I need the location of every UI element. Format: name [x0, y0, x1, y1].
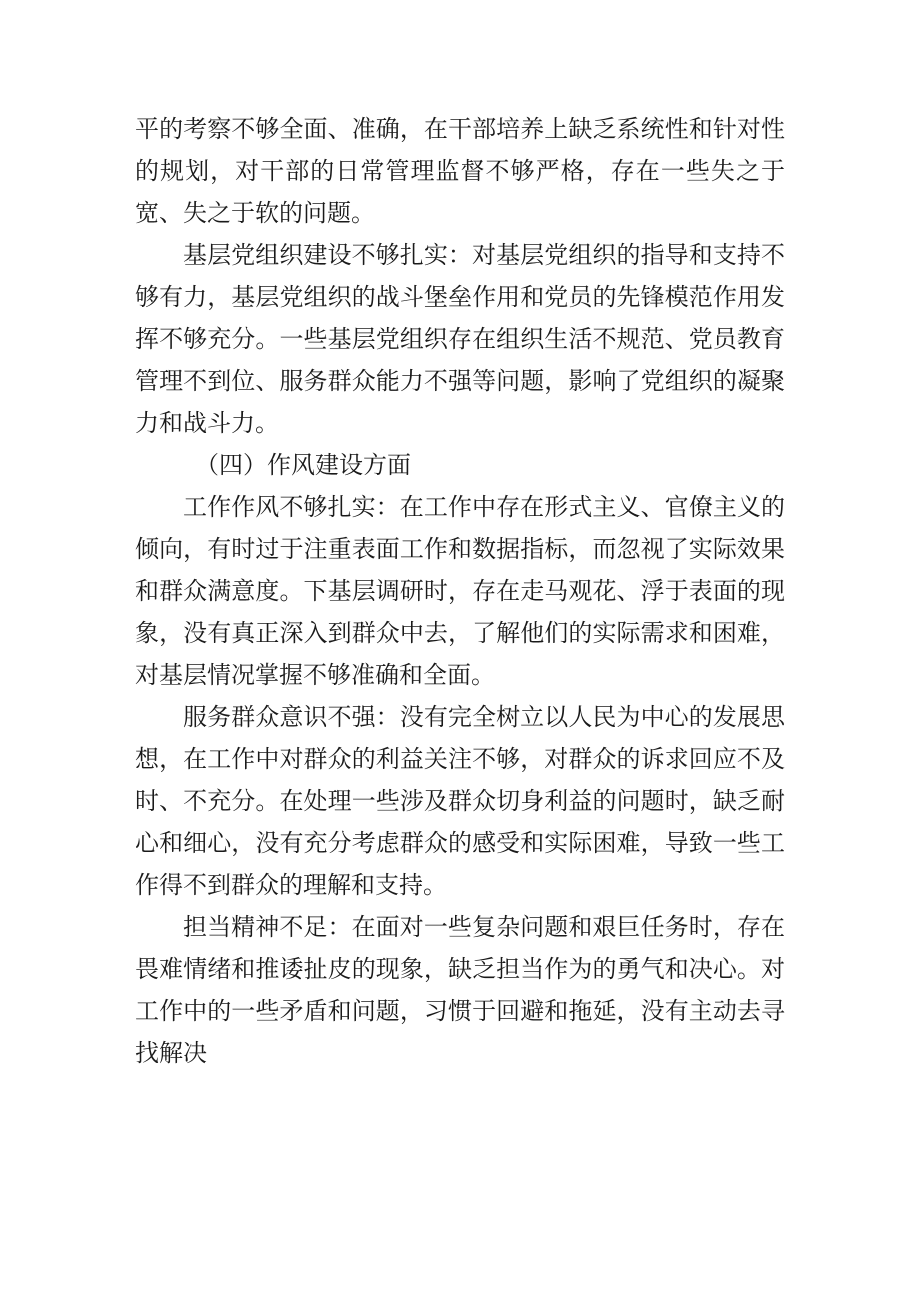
- paragraph-work-style: 工作作风不够扎实：在工作中存在形式主义、官僚主义的倾向，有时过于注重表面工作和数据指标，而忽视了实际效果和群众满意度。下基层调研时，存在走马观花、浮于表面的现象，没有真正深入到群众中去，了解他们的实际需求和困难，对基层情况掌握不够准确和全面。: [135, 493, 785, 689]
- paragraph-service-awareness: 服务群众意识不强：没有完全树立以人民为中心的发展思想，在工作中对群众的利益关注不够，对群众的诉求回应不及时、不充分。在处理一些涉及群众切身利益的问题时，缺乏耐心和细心，没有充分考虑群众的感受和实际困难，导致一些工作得不到群众的理解和支持。: [135, 703, 785, 899]
- paragraph-cadre-management: 平的考察不够全面、准确，在干部培养上缺乏系统性和针对性的规划，对干部的日常管理监督不够严格，存在一些失之于宽、失之于软的问题。: [135, 115, 785, 227]
- paragraph-responsibility: 担当精神不足：在面对一些复杂问题和艰巨任务时，存在畏难情绪和推诿扯皮的现象，缺乏担当作为的勇气和决心。对工作中的一些矛盾和问题，习惯于回避和拖延，没有主动去寻找解决: [135, 913, 785, 1067]
- document-body: [135, 108, 785, 1074]
- section-heading: （四）作风建设方面: [195, 451, 411, 479]
- paragraph-grassroots-party: 基层党组织建设不够扎实：对基层党组织的指导和支持不够有力，基层党组织的战斗堡垒作用和党员的先锋模范作用发挥不够充分。一些基层党组织存在组织生活不规范、党员教育管理不到位、服务群众能力不强等问题，影响了党组织的凝聚力和战斗力。: [135, 241, 785, 437]
